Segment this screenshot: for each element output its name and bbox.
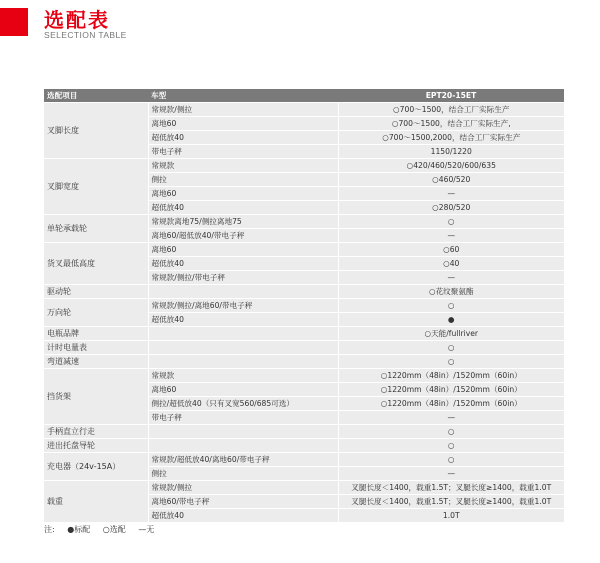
vehicle-type-cell — [148, 327, 338, 341]
option-value-cell: 叉腿长度＜1400，载重1.5T；叉腿长度≥1400，载重1.0T — [338, 495, 564, 509]
option-category: 叉脚宽度 — [44, 159, 148, 215]
vehicle-type-cell: 常规款/侧拉 — [148, 481, 338, 495]
vehicle-type-cell: 离地60 — [148, 383, 338, 397]
option-value-cell: 1150/1220 — [338, 145, 564, 159]
column-header-type: 车型 — [148, 89, 338, 103]
option-value-cell: — — [338, 229, 564, 243]
option-value-cell: — — [338, 187, 564, 201]
vehicle-type-cell: 侧拉 — [148, 173, 338, 187]
vehicle-type-cell: 超低放40 — [148, 131, 338, 145]
table-row — [44, 341, 564, 355]
option-value-cell: 1.0T — [338, 509, 564, 523]
option-value-cell: ○ — [338, 439, 564, 453]
vehicle-type-cell — [148, 285, 338, 299]
vehicle-type-cell: 常规款/侧拉/离地60/带电子秤 — [148, 299, 338, 313]
option-value-cell: ○700～1500，结合工厂实际生产 — [338, 103, 564, 117]
option-category: 计时电量表 — [44, 341, 148, 355]
vehicle-type-cell: 带电子秤 — [148, 411, 338, 425]
table-row — [44, 103, 564, 117]
table-header-row — [44, 89, 564, 103]
legend-standard: ●标配 — [67, 525, 91, 534]
table-row — [44, 299, 564, 313]
vehicle-type-cell: 带电子秤 — [148, 145, 338, 159]
option-value-cell: — — [338, 411, 564, 425]
option-value-cell: 叉腿长度＜1400，载重1.5T；叉腿长度≥1400，载重1.0T — [338, 481, 564, 495]
vehicle-type-cell — [148, 341, 338, 355]
vehicle-type-cell: 常规款/侧拉 — [148, 103, 338, 117]
vehicle-type-cell: 超低放40 — [148, 257, 338, 271]
option-value-cell: ○40 — [338, 257, 564, 271]
column-header-item: 选配项目 — [44, 89, 148, 103]
option-value-cell: ○700～1500，结合工厂实际生产, — [338, 117, 564, 131]
table-row — [44, 425, 564, 439]
option-category: 充电器（24v-15A） — [44, 453, 148, 481]
vehicle-type-cell: 侧拉/超低放40（只有叉宽560/685可选） — [148, 397, 338, 411]
option-value-cell: — — [338, 467, 564, 481]
legend-none: —无 — [138, 525, 155, 534]
vehicle-type-cell: 超低放40 — [148, 313, 338, 327]
vehicle-type-cell: 常规款离地75/侧拉离地75 — [148, 215, 338, 229]
legend-note — [44, 524, 164, 535]
vehicle-type-cell: 离地60/带电子秤 — [148, 495, 338, 509]
vehicle-type-cell: 超低放40 — [148, 509, 338, 523]
option-value-cell: ○天能/fullriver — [338, 327, 564, 341]
table-row — [44, 481, 564, 495]
option-value-cell: — — [338, 271, 564, 285]
column-header-model: EPT20-15ET — [338, 89, 564, 103]
option-category: 货叉最低高度 — [44, 243, 148, 285]
vehicle-type-cell: 离地60/超低放40/带电子秤 — [148, 229, 338, 243]
option-category: 驱动轮 — [44, 285, 148, 299]
option-value-cell: ○花纹聚氨酯 — [338, 285, 564, 299]
option-value-cell: ○ — [338, 425, 564, 439]
vehicle-type-cell: 常规款/超低放40/离地60/带电子秤 — [148, 453, 338, 467]
option-category: 弯道减速 — [44, 355, 148, 369]
table-row — [44, 159, 564, 173]
vehicle-type-cell: 超低放40 — [148, 201, 338, 215]
vehicle-type-cell: 离地60 — [148, 187, 338, 201]
vehicle-type-cell — [148, 355, 338, 369]
option-value-cell: ○280/520 — [338, 201, 564, 215]
vehicle-type-cell: 离地60 — [148, 117, 338, 131]
option-category: 万向轮 — [44, 299, 148, 327]
table-row — [44, 355, 564, 369]
option-category: 叉脚长度 — [44, 103, 148, 159]
option-category: 进出托盘导轮 — [44, 439, 148, 453]
option-value-cell: ○1220mm（48in）/1520mm（60in） — [338, 383, 564, 397]
vehicle-type-cell — [148, 425, 338, 439]
option-value-cell: ○ — [338, 453, 564, 467]
option-category: 载重 — [44, 481, 148, 523]
option-value-cell: ○ — [338, 299, 564, 313]
option-value-cell: ○1220mm（48in）/1520mm（60in） — [338, 397, 564, 411]
option-category: 电瓶品牌 — [44, 327, 148, 341]
vehicle-type-cell: 常规款/侧拉/带电子秤 — [148, 271, 338, 285]
table-row — [44, 215, 564, 229]
legend-prefix: 注: — [44, 525, 55, 534]
option-value-cell: ○ — [338, 341, 564, 355]
vehicle-type-cell: 常规款 — [148, 159, 338, 173]
table-row — [44, 453, 564, 467]
page-subtitle: SELECTION TABLE — [44, 30, 127, 40]
selection-table — [44, 89, 564, 523]
legend-optional: ○选配 — [102, 525, 126, 534]
table-row — [44, 369, 564, 383]
option-value-cell: ○460/520 — [338, 173, 564, 187]
option-category: 挡货架 — [44, 369, 148, 425]
vehicle-type-cell — [148, 439, 338, 453]
table-row — [44, 439, 564, 453]
option-value-cell: ○60 — [338, 243, 564, 257]
table-row — [44, 243, 564, 257]
option-value-cell: ○ — [338, 355, 564, 369]
vehicle-type-cell: 侧拉 — [148, 467, 338, 481]
table-row — [44, 327, 564, 341]
page-title: 选配表 — [44, 8, 110, 32]
option-value-cell: ○1220mm（48in）/1520mm（60in） — [338, 369, 564, 383]
option-category: 单轮承载轮 — [44, 215, 148, 243]
option-value-cell: ○700～1500,2000，结合工厂实际生产 — [338, 131, 564, 145]
option-value-cell: ● — [338, 313, 564, 327]
table-row — [44, 285, 564, 299]
option-value-cell: ○ — [338, 215, 564, 229]
header-accent-block — [0, 8, 28, 36]
vehicle-type-cell: 常规款 — [148, 369, 338, 383]
option-value-cell: ○420/460/520/600/635 — [338, 159, 564, 173]
vehicle-type-cell: 离地60 — [148, 243, 338, 257]
table-body — [44, 103, 564, 523]
option-category: 手柄直立行走 — [44, 425, 148, 439]
